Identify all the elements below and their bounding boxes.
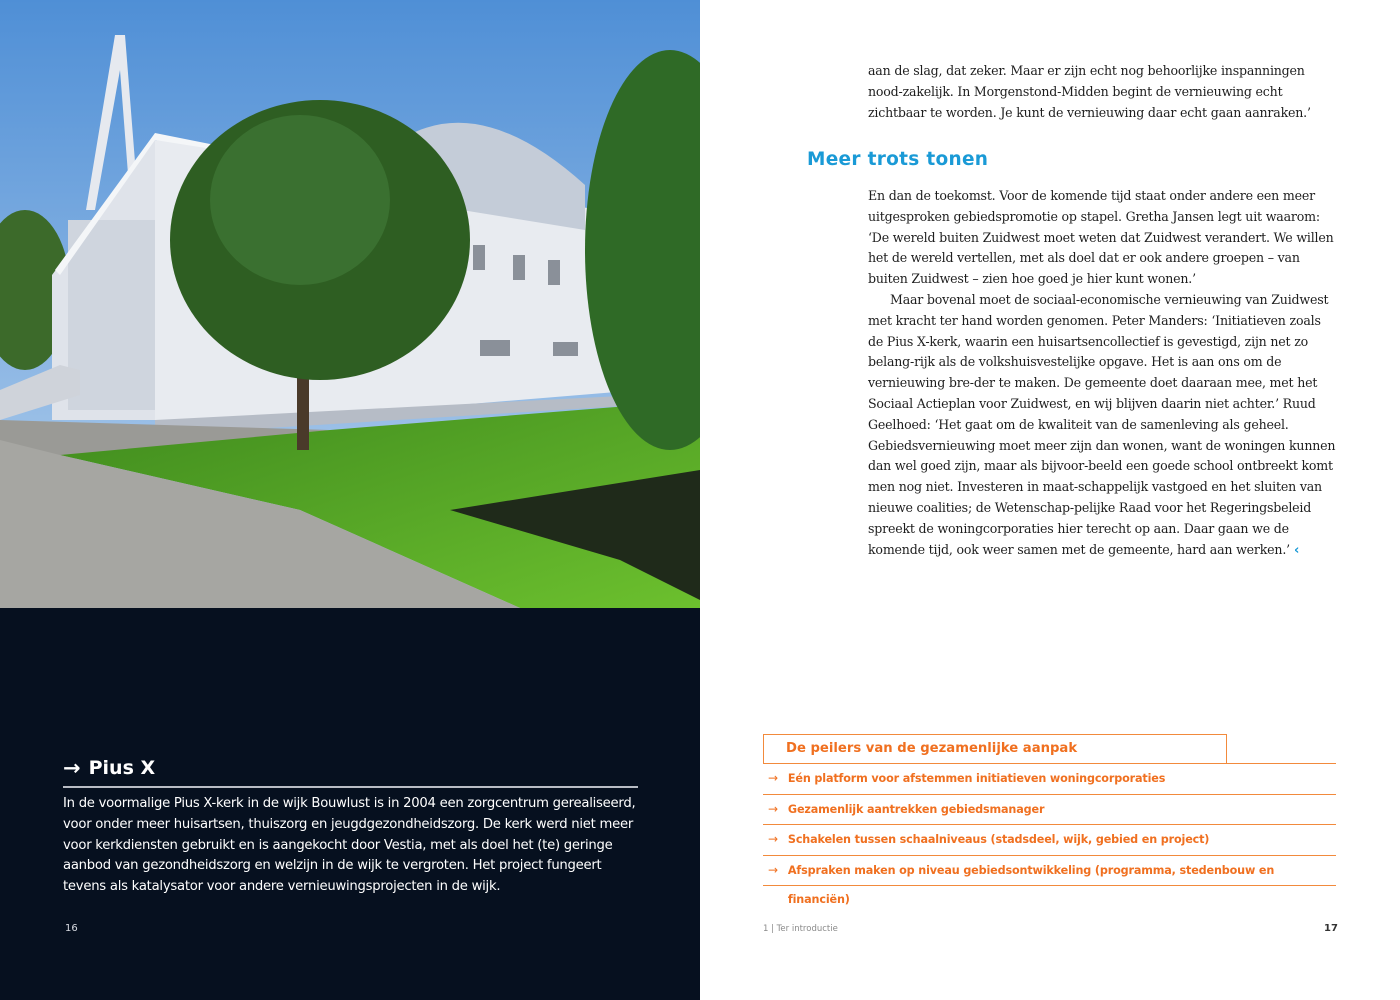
right-page [700,0,1400,1000]
building-photo [0,0,700,608]
pius-x-box [63,756,638,898]
section-heading: Meer trots tonen [807,149,989,170]
pillar-item [763,824,1336,855]
footer-section-label: 1 | Ter introductie [763,924,838,934]
arrow-right-icon: → [768,801,778,816]
pillar-item-label: Schakelen tussen schaalniveaus (stadsdeel, wijk, gebied en project) [787,833,1210,846]
end-mark-icon: ‹ [1293,542,1300,558]
pillar-item [763,794,1336,825]
arrow-right-icon: → [768,832,778,846]
paragraph-bovenal-text: Maar bovenal moet de sociaal-economische vernieuwing van Zuidwest met kracht ter hand worden genomen. Peter Manders: ‘Initiatieven zoals de Pius X-kerk, waarin een huisartsencollectief is gevestigd, zijn net zo belang-rijk als de volkshuisvestelijke opgave. Het is aan ons om de vernieuwing bre-der te maken. De gemeente doet daaraan mee, met het Sociaal Actieplan voor Zuidwest, en wij blijven daarin niet achter.’ Ruud Geelhoed: ‘Het gaat om de kwaliteit van de samenleving als geheel. Gebiedsvernieuwing moet meer zijn dan wonen, want de woningen kunnen dan wel goed zijn, maar als bijvoor-beeld een goede school ontbreekt komt men nog niet. Investeren in maat-schappelijk vastgoed en het sluiten van nieuwe coalities; de Wetenschap-pelijke Raad voor het Regeringsbeleid spreekt de woningcorporaties hier terecht op aan. Daar gaan we de komende tijd, ook weer samen met de gemeente, hard aan werken.’ [868,292,1336,557]
pius-x-text: In de voormalige Pius X-kerk in de wijk Bouwlust is in 2004 een zorgcentrum gerealiseerd, voor onder meer huisartsen, thuiszorg en jeugdgezondheidszorg. De kerk werd niet meer voor kerkdiensten gebruikt en is aangekocht door Vestia, met als doel het (te) geringe aanbod van gezondheidszorg en welzijn in de wijk te vergroten. Het project fungeert tevens als katalysator voor andere vernieuwingsprojecten in de wijk. [63,796,636,895]
pillars-box [763,734,1336,906]
top-paragraph: aan de slag, dat zeker. Maar er zijn echt nog behoorlijke inspanningen nood-zakelijk. In Morgenstond-Midden begint de vernieuwing echt zichtbaar te worden. Je kunt de vernieuwing daar echt gaan aanraken.’ [868,63,1311,120]
pius-x-title [63,756,638,788]
arrow-right-icon: → [768,862,778,877]
pillar-item-label: Eén platform voor afstemmen initiatieven woningcorporaties [787,772,1166,785]
arrow-right-icon: → [768,771,778,785]
page-number-left: 16 [65,923,78,934]
pillars-title: De peilers van de gezamenlijke aanpak [763,734,1227,763]
photo-image [0,0,700,608]
paragraph-bovenal [868,290,1338,561]
pillar-item-label: Gezamenlijk aantrekken gebiedsmanager [787,802,1045,816]
page-number-right: 17 [1324,923,1338,934]
pillar-item [763,855,1336,906]
pillar-item-label: Afspraken maken op niveau gebiedsontwikkeling (programma, stedenbouw en financiën) [787,863,1275,906]
paragraph-toekomst: En dan de toekomst. Voor de komende tijd staat onder andere een meer uitgesproken gebiedspromotie op stapel. Gretha Jansen legt uit waarom: ‘De wereld buiten Zuidwest moet weten dat Zuidwest verandert. We willen het de wereld vertellen, met als doel dat er ook andere groepen – van buiten Zuidwest – zien hoe goed je hier kunt wonen.’ [868,188,1334,287]
arrow-right-icon: → [63,756,81,780]
pius-x-heading: Pius X [88,757,156,779]
pillar-item [763,763,1336,794]
